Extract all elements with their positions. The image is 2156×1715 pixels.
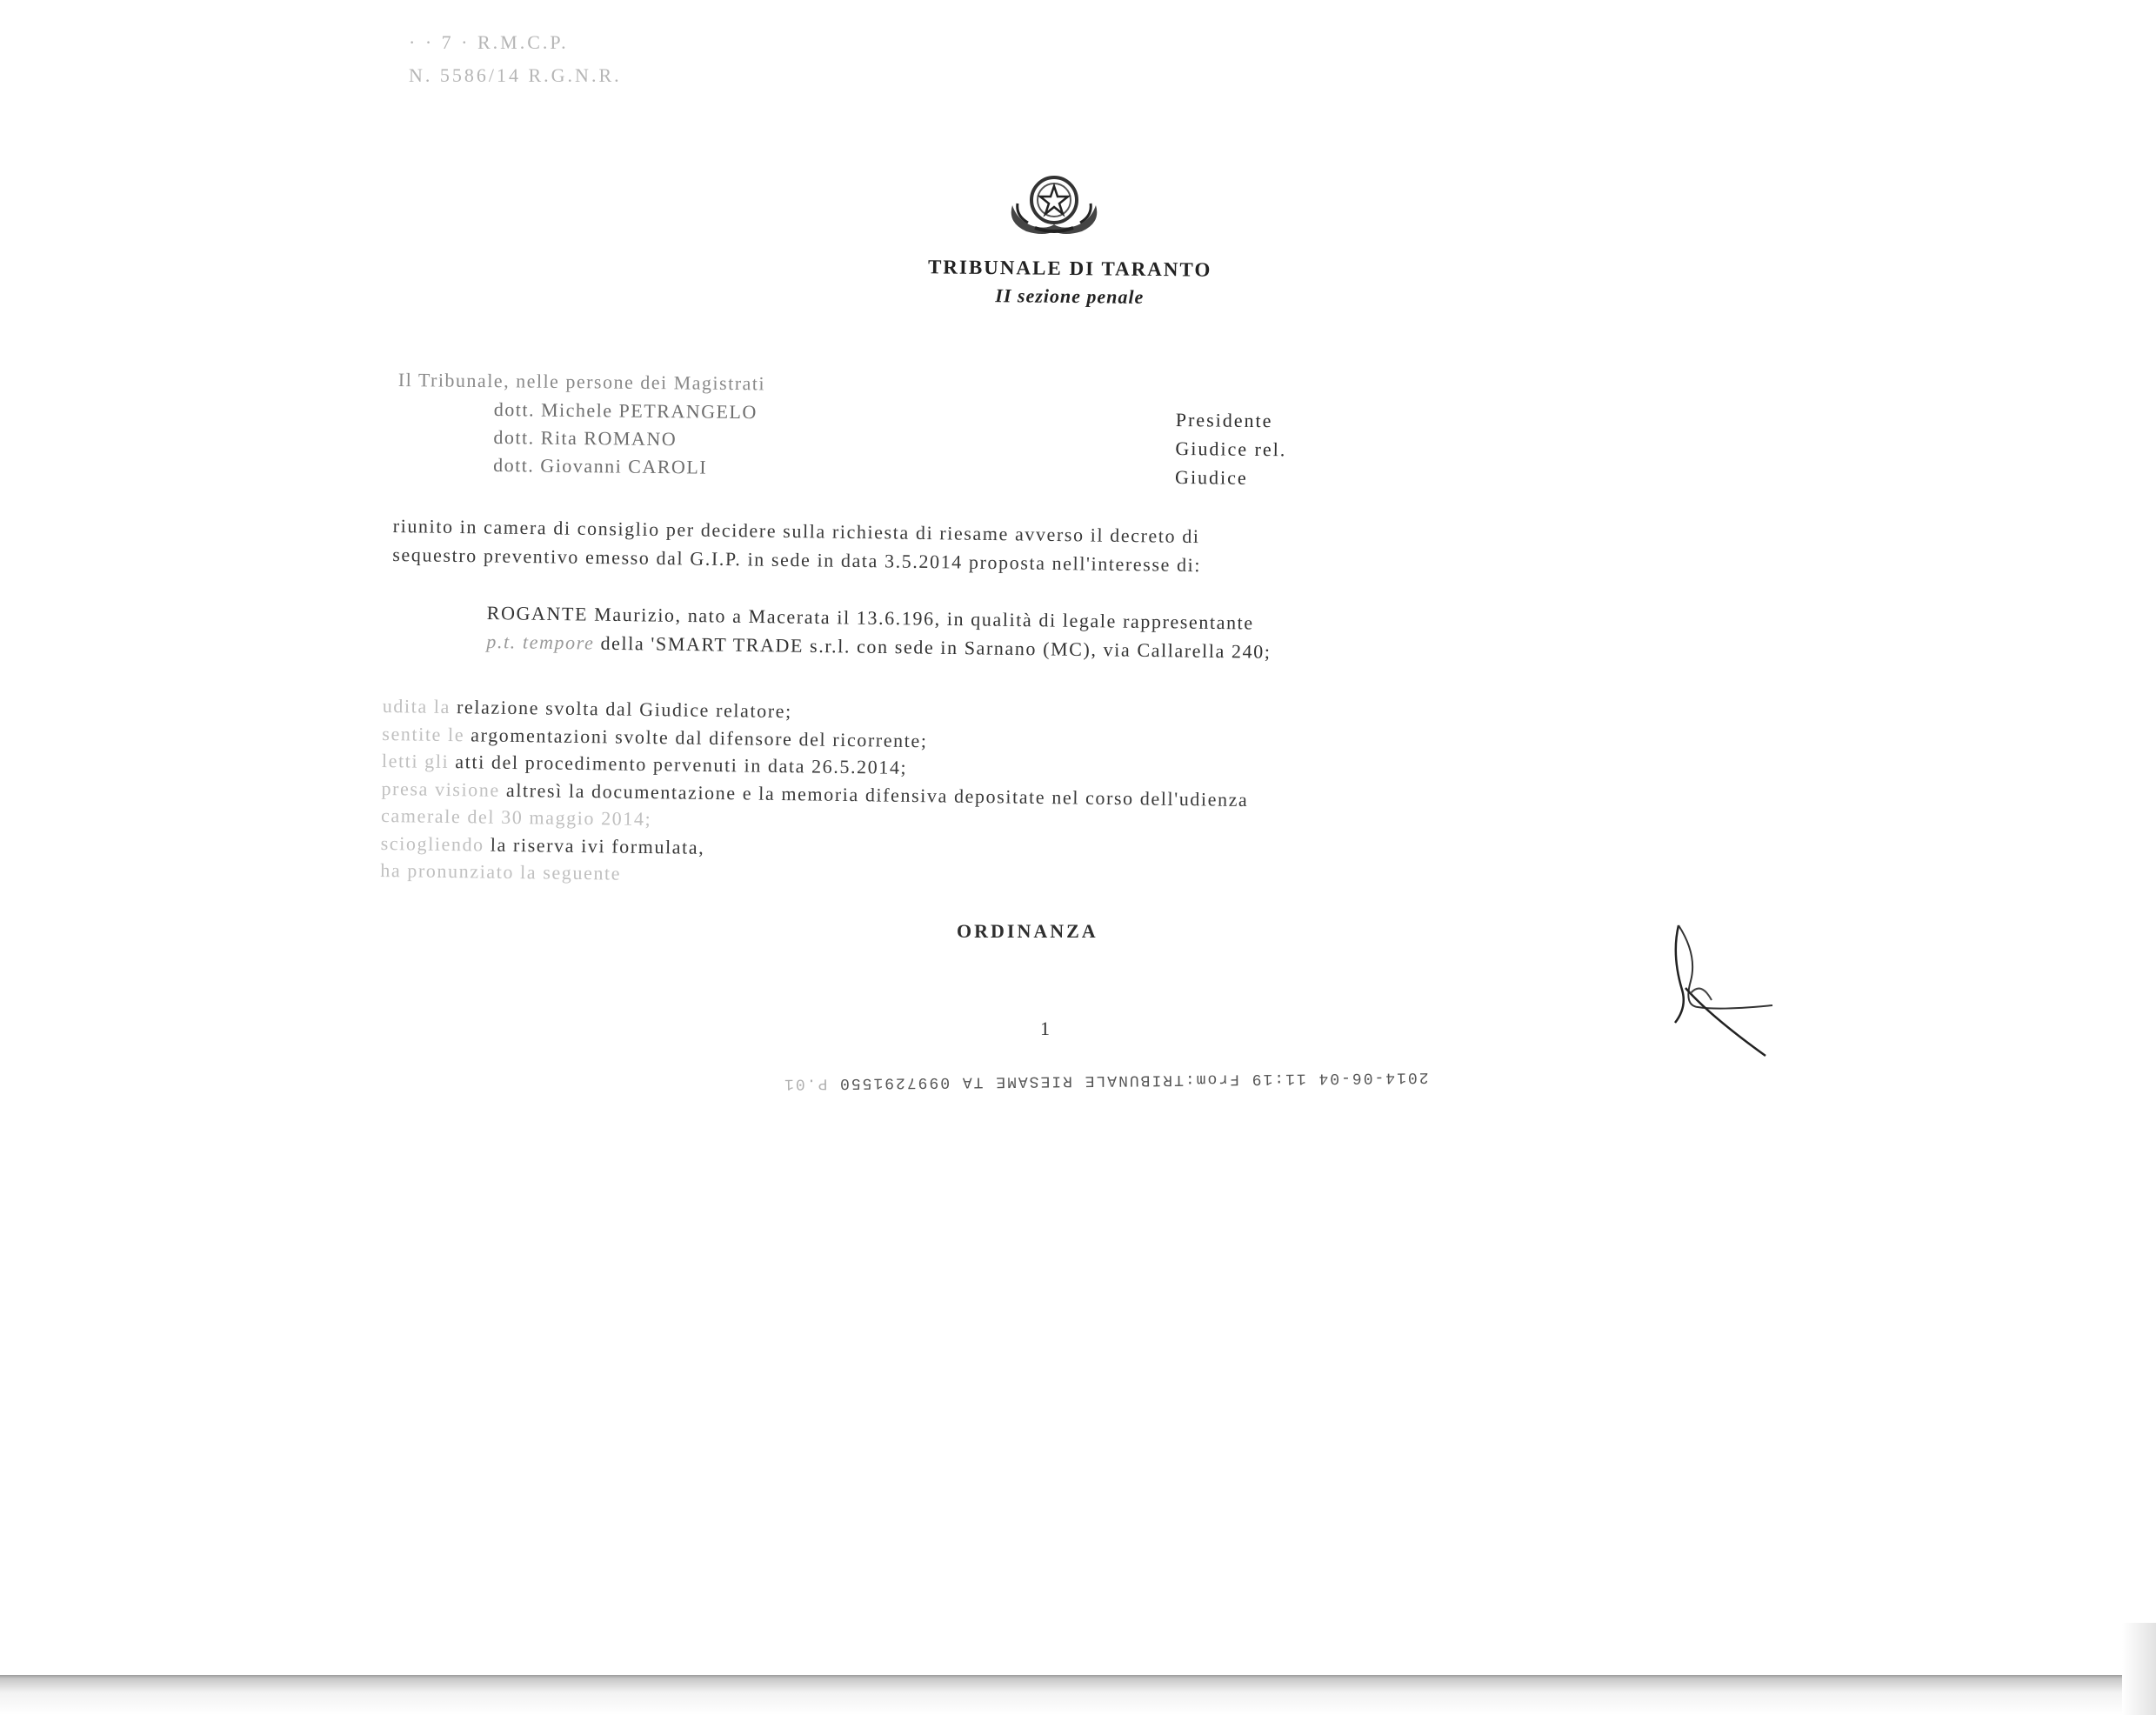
party-block — [486, 598, 1272, 666]
reference-line-rmcp: · · 7 · R.M.C.P. — [409, 31, 569, 53]
recital-line: camerale del 30 maggio 2014; — [380, 804, 652, 831]
italian-republic-emblem-icon — [1000, 170, 1108, 237]
judge-role: Giudice rel. — [1175, 437, 1287, 461]
party-company: della 'SMART TRADE s.r.l. con sede in Sarnano (MC), via Callarella 240; — [600, 631, 1272, 663]
scanner-bottom-edge — [0, 1675, 2156, 1715]
fax-page-mark: P.01 — [782, 1074, 839, 1092]
party-line: ROGANTE Maurizio, nato a Macerata il 13.6.196, in qualità di legale rappresentante — [486, 601, 1254, 634]
recital-line: ha pronunziato la seguente — [380, 858, 622, 884]
recital-line: udita la relazione svolta dal Giudice relatore; — [382, 694, 792, 723]
court-section: II sezione penale — [995, 284, 1145, 308]
recitals-list — [380, 692, 1250, 896]
judge-name: dott. Michele PETRANGELO — [493, 397, 758, 424]
recital-line: presa visione altresì la documentazione e la memoria difensiva depositate nel corso dell'udienza — [381, 777, 1249, 811]
court-heading — [878, 256, 1262, 310]
judge-role: Giudice — [1175, 465, 1248, 489]
recital-line: sentite le argomentazioni svolte dal difensore del ricorrente; — [382, 722, 928, 751]
request-paragraph — [392, 511, 1732, 586]
intro-line: Il Tribunale, nelle persone dei Magistrati — [397, 369, 766, 395]
judge-name: dott. Rita ROMANO — [493, 425, 678, 450]
court-name: TRIBUNALE DI TARANTO — [927, 256, 1212, 281]
case-reference — [409, 26, 622, 92]
paragraph-line: riunito in camera di consiglio per decidere sulla richiesta di riesame avverso il decreto di — [392, 514, 1200, 548]
judge-name: dott. Giovanni CAROLI — [493, 453, 708, 478]
page-number: 1 — [1040, 1018, 1050, 1039]
recital-line: letti gli atti del procedimento pervenuti in data 26.5.2014; — [381, 749, 908, 778]
document-title: ORDINANZA — [957, 920, 1098, 942]
judges-list — [493, 396, 758, 482]
paragraph-line: sequestro preventivo emesso dal G.I.P. in sede in data 3.5.2014 proposta nell'interesse di: — [392, 543, 1202, 577]
reference-line-rgnr: N. 5586/14 R.G.N.R. — [409, 64, 622, 86]
recital-line: sciogliendo la riserva ivi formulata, — [380, 831, 705, 858]
fax-transmission-footer: 2014-06-04 11:19 From:TRIBUNALE RIESAME TA 0997291550 P.01 — [782, 1068, 1429, 1092]
party-latin-phrase: p.t. tempore — [486, 630, 595, 654]
judge-role: Presidente — [1175, 408, 1273, 432]
scanner-right-edge — [2122, 1623, 2156, 1715]
handwritten-signature-icon — [1659, 920, 1781, 1059]
judges-roles — [1175, 405, 1287, 492]
